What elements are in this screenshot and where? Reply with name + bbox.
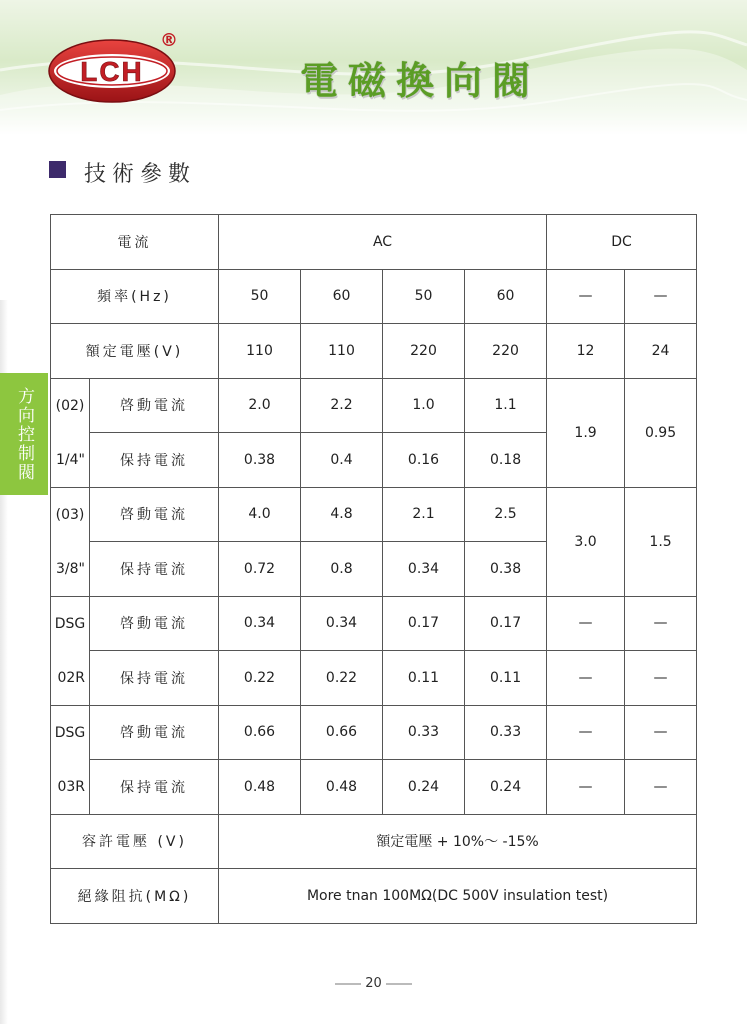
table-cell: 0.48 [219,760,301,815]
table-cell: 24 [625,324,697,379]
table-cell: 0.8 [301,542,383,597]
table-cell: 0.66 [219,705,301,760]
table-cell: 4.0 [219,487,301,542]
table-row [51,596,697,651]
table-cell: 2.5 [465,487,547,542]
table-cell: — [547,705,625,760]
ac-header: AC [219,215,547,270]
table-row [51,378,697,433]
table-cell: — [625,651,697,706]
table-cell: 2.2 [301,378,383,433]
table-cell: 110 [219,324,301,379]
spec-table [50,214,697,924]
page-footer [0,976,747,991]
table-cell: — [547,651,625,706]
table-cell: — [625,269,697,324]
table-cell: 1.1 [465,378,547,433]
model-label: (02) [51,378,90,433]
table-cell: — [547,269,625,324]
table-cell: 0.34 [383,542,465,597]
table-cell: 0.38 [465,542,547,597]
table-cell: 1.9 [547,378,625,487]
table-cell: 0.24 [465,760,547,815]
holding-current-label: 保持電流 [90,760,219,815]
table-cell: — [547,596,625,651]
startup-current-label: 啓動電流 [90,596,219,651]
table-cell: 12 [547,324,625,379]
table-row [51,487,697,542]
table-cell: — [625,760,697,815]
svg-text:LCH: LCH [80,56,144,87]
table-cell: 50 [383,269,465,324]
footer-divider [335,983,361,985]
registered-mark: ® [160,30,178,51]
table-cell: 0.11 [383,651,465,706]
table-cell: 220 [465,324,547,379]
table-cell: 0.18 [465,433,547,488]
table-row-current [51,215,697,270]
model-label: 03R [51,760,90,815]
table-cell: 0.22 [219,651,301,706]
model-label: DSG [51,705,90,760]
holding-current-label: 保持電流 [90,433,219,488]
table-cell: 0.11 [465,651,547,706]
table-cell: 0.17 [465,596,547,651]
model-label: DSG [51,596,90,651]
table-cell: 0.33 [465,705,547,760]
table-cell: 0.16 [383,433,465,488]
table-row [51,760,697,815]
footer-divider [386,983,412,985]
table-cell: 4.8 [301,487,383,542]
table-row [51,651,697,706]
current-label: 電流 [51,215,219,270]
table-cell: 220 [383,324,465,379]
table-cell: 0.24 [383,760,465,815]
page-title: 電磁換向閥 [300,59,541,103]
dc-header: DC [547,215,697,270]
side-tab-label: 方向控制閥 [14,386,34,482]
tolerance-value: 額定電壓 + 10%～ -15% [219,814,697,869]
table-row [51,705,697,760]
lch-logo [46,38,178,104]
model-label: (03) [51,487,90,542]
insulation-label: 絕緣阻抗(MΩ) [51,869,219,924]
holding-current-label: 保持電流 [90,542,219,597]
startup-current-label: 啓動電流 [90,487,219,542]
section-title: 技術參數 [84,162,197,187]
table-row-frequency [51,269,697,324]
frequency-label: 頻率(Hz) [51,269,219,324]
table-row-tolerance [51,814,697,869]
table-cell: 1.0 [383,378,465,433]
side-tab[interactable] [0,373,48,495]
table-cell: 0.34 [301,596,383,651]
tolerance-label: 容許電壓 (V) [51,814,219,869]
page-number: 20 [365,976,382,991]
model-label: 1/4" [51,433,90,488]
table-cell: — [547,760,625,815]
table-cell: 0.66 [301,705,383,760]
table-cell: 50 [219,269,301,324]
table-cell: 110 [301,324,383,379]
model-label: 02R [51,651,90,706]
table-cell: 0.17 [383,596,465,651]
table-cell: — [625,596,697,651]
table-cell: 0.95 [625,378,697,487]
table-cell: 1.5 [625,487,697,596]
table-cell: 2.0 [219,378,301,433]
table-cell: 2.1 [383,487,465,542]
table-cell: 0.33 [383,705,465,760]
section-marker-icon [49,161,66,178]
table-row-voltage [51,324,697,379]
voltage-label: 額定電壓(V) [51,324,219,379]
table-cell: 0.72 [219,542,301,597]
table-cell: 0.48 [301,760,383,815]
table-cell: 0.4 [301,433,383,488]
table-row-insulation [51,869,697,924]
table-cell: 0.22 [301,651,383,706]
table-cell: 3.0 [547,487,625,596]
startup-current-label: 啓動電流 [90,378,219,433]
table-cell: — [625,705,697,760]
table-cell: 60 [301,269,383,324]
model-label: 3/8" [51,542,90,597]
table-cell: 0.38 [219,433,301,488]
table-cell: 0.34 [219,596,301,651]
startup-current-label: 啓動電流 [90,705,219,760]
insulation-value: More tnan 100MΩ(DC 500V insulation test) [219,869,697,924]
table-cell: 60 [465,269,547,324]
holding-current-label: 保持電流 [90,651,219,706]
